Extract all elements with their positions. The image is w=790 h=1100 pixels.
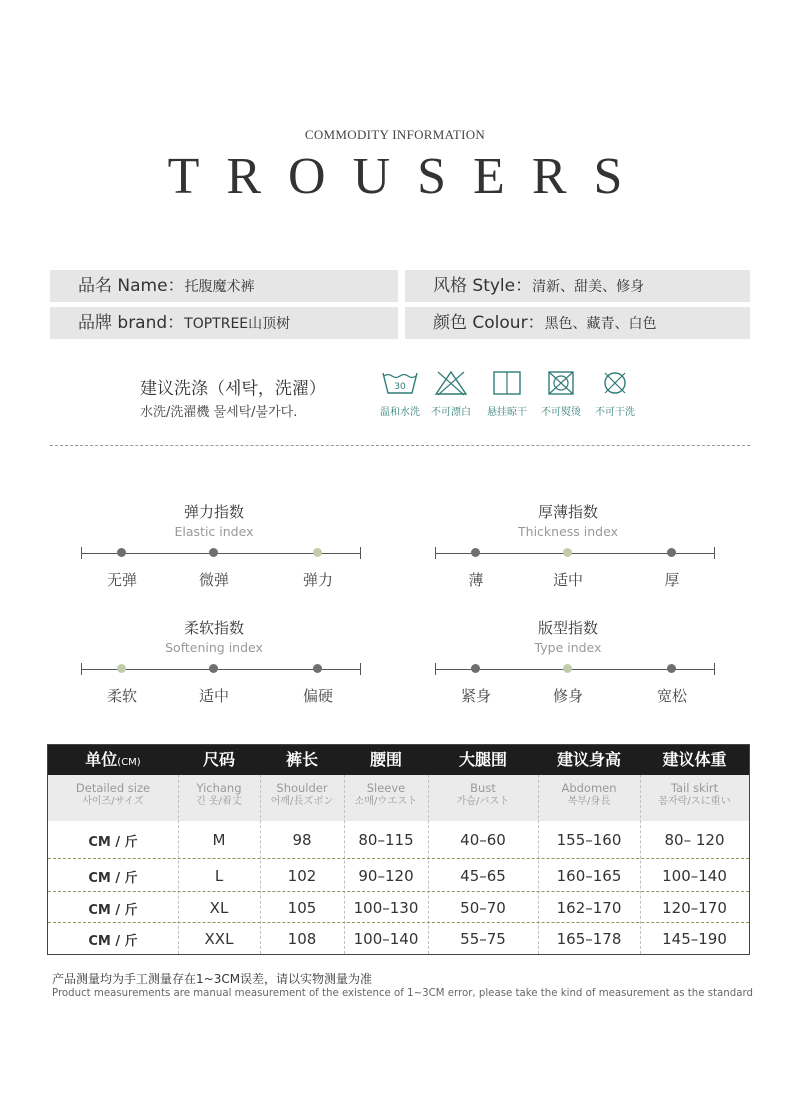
type-label-0: 紧身	[460, 687, 491, 705]
care-label-hang: 悬挂晾干	[487, 407, 527, 418]
table-row-xxl-unit: CM / 斤	[88, 934, 138, 949]
size-table	[47, 744, 750, 955]
type-scale	[435, 662, 715, 676]
table-row-l-waist: 90–120	[358, 867, 414, 885]
softening-dot-2	[313, 664, 322, 673]
elastic-dot-2	[313, 548, 322, 557]
thickness-dot-0	[471, 548, 480, 557]
brand-value: TOPTREE山顶树	[184, 316, 291, 332]
table-row-m-thigh: 40–60	[460, 831, 506, 849]
colour-value: 黑色、藏青、白色	[544, 316, 657, 332]
table-row-m-waist: 80–115	[358, 831, 414, 849]
table-row-l-size: L	[214, 867, 224, 885]
header-unit: 单位(CM)	[85, 750, 141, 769]
table-subheader-row	[48, 775, 749, 821]
style-label: 风格 Style：	[433, 276, 533, 296]
type-index-title: 版型指数	[537, 619, 598, 637]
thickness-index-title: 厚薄指数	[537, 503, 598, 521]
care-item-iron	[531, 370, 591, 418]
table-row-l-weight: 100–140	[662, 867, 727, 885]
thickness-scale	[435, 546, 715, 560]
brand-label: 品牌 brand：	[78, 313, 185, 333]
table-row-l-length: 102	[287, 867, 317, 885]
softening-index-title: 柔软指数	[183, 619, 244, 637]
info-brand-row	[50, 307, 398, 339]
wash-subtitle: 水洗/洗濯機 물세탁/불가다.	[140, 405, 298, 420]
info-name-row	[50, 270, 398, 302]
thickness-index-subtitle: Thickness index	[518, 524, 618, 539]
table-row-l-height: 160–165	[556, 867, 622, 885]
svg-text:30: 30	[394, 382, 406, 392]
table-row-m-height: 155–160	[556, 831, 622, 849]
care-item-hang	[477, 370, 537, 418]
no-bleach-icon	[434, 370, 468, 396]
table-row-xxl-thigh: 55–75	[460, 930, 506, 948]
elastic-label-1: 微弹	[198, 571, 229, 589]
softening-index-subtitle: Softening index	[165, 640, 263, 655]
elastic-scale	[81, 546, 361, 560]
name-label: 品名 Name：	[78, 276, 185, 296]
softening-dot-0	[117, 664, 126, 673]
care-label-bleach: 不可漂白	[431, 407, 471, 418]
type-dot-2	[667, 664, 676, 673]
thickness-label-1: 适中	[552, 571, 583, 589]
wash-title: 建议洗涤（세탁，洗濯）	[140, 379, 326, 399]
table-row-xxl-size: XXL	[204, 930, 234, 948]
table-row-l-unit: CM / 斤	[88, 871, 138, 886]
measurement-note-cn: 产品测量均为手工测量存在1~3CM误差，请以实物测量为准	[52, 972, 373, 986]
type-label-1: 修身	[552, 687, 583, 705]
info-style-row	[405, 270, 750, 302]
header-height: 建议身高	[556, 750, 621, 769]
table-row-xl-length: 105	[287, 899, 317, 917]
table-row-xl-weight: 120–170	[662, 899, 727, 917]
subheader-3: Sleeve 소매/ウエスト	[354, 781, 418, 807]
softening-label-0: 柔软	[106, 687, 137, 705]
header-waist: 腰围	[369, 750, 402, 769]
elastic-index-subtitle: Elastic index	[174, 524, 254, 539]
table-row-xxl-height: 165–178	[556, 930, 622, 948]
name-value: 托腹魔术裤	[184, 279, 255, 295]
table-row-xl-size: XL	[209, 899, 229, 917]
subheader-0: Detailed size 사이즈/サイズ	[75, 781, 151, 807]
thickness-label-2: 厚	[664, 571, 680, 589]
table-row-xl-height: 162–170	[556, 899, 622, 917]
care-item-bleach	[421, 370, 481, 418]
wash-30-icon	[381, 370, 419, 396]
table-row-xxl-waist: 100–140	[353, 930, 419, 948]
table-row-xl-waist: 100–130	[353, 899, 419, 917]
thickness-dot-2	[667, 548, 676, 557]
table-row-m-weight: 80– 120	[664, 831, 725, 849]
table-row-xxl-length: 108	[287, 930, 317, 948]
section-divider	[50, 445, 750, 446]
elastic-label-0: 无弹	[106, 571, 137, 589]
table-row-xl-unit: CM / 斤	[88, 903, 138, 918]
softening-dot-1	[209, 664, 218, 673]
elastic-index-title: 弹力指数	[183, 503, 244, 521]
table-row-l-thigh: 45–65	[460, 867, 506, 885]
table-row-m-unit: CM / 斤	[88, 835, 138, 850]
measurement-note-en: Product measurements are manual measurement of the existence of 1~3CM error, please take the kind of measurement as the standard	[52, 988, 753, 999]
header-length: 裤长	[285, 750, 318, 769]
subheader-2: Shoulder 어깨/長ズボン	[270, 781, 334, 807]
hang-dry-icon	[492, 370, 522, 396]
subheader-5: Abdomen 복부/身長	[561, 781, 617, 807]
type-dot-1	[563, 664, 572, 673]
elastic-label-2: 弹力	[302, 571, 333, 589]
table-row-xxl-weight: 145–190	[662, 930, 727, 948]
care-label-wash: 温和水洗	[380, 407, 420, 418]
elastic-dot-1	[209, 548, 218, 557]
header-size: 尺码	[202, 750, 235, 769]
no-dry-clean-icon	[600, 370, 630, 396]
softening-label-2: 偏硬	[302, 687, 333, 705]
care-label-dryclean: 不可干洗	[595, 407, 635, 418]
thickness-label-0: 薄	[468, 571, 484, 589]
colour-label: 颜色 Colour：	[433, 313, 545, 333]
table-header-row	[48, 745, 749, 775]
table-row-xl-thigh: 50–70	[460, 899, 506, 917]
table-row-m-length: 98	[292, 831, 312, 849]
info-colour-row	[405, 307, 750, 339]
table-row-m-size: M	[212, 831, 226, 849]
header-weight: 建议体重	[662, 750, 727, 769]
type-dot-0	[471, 664, 480, 673]
commodity-subtitle: COMMODITY INFORMATION	[304, 127, 486, 142]
care-item-dryclean	[585, 370, 645, 418]
thickness-dot-1	[563, 548, 572, 557]
elastic-dot-0	[117, 548, 126, 557]
softening-label-1: 适中	[198, 687, 229, 705]
page-title: TROUSERS	[167, 148, 650, 205]
style-value: 清新、甜美、修身	[532, 279, 645, 295]
subheader-6: Tail skirt 몸자락/スに重い	[658, 781, 731, 807]
no-iron-icon	[546, 370, 576, 396]
subheader-1: Yichang 긴 옷/着丈	[196, 781, 242, 807]
type-label-2: 宽松	[656, 687, 687, 705]
softening-scale	[81, 662, 361, 676]
subheader-4: Bust 가슴/バスト	[456, 781, 510, 807]
header-thigh: 大腿围	[458, 750, 507, 769]
care-label-iron: 不可熨烫	[541, 407, 581, 418]
type-index-subtitle: Type index	[534, 640, 602, 655]
